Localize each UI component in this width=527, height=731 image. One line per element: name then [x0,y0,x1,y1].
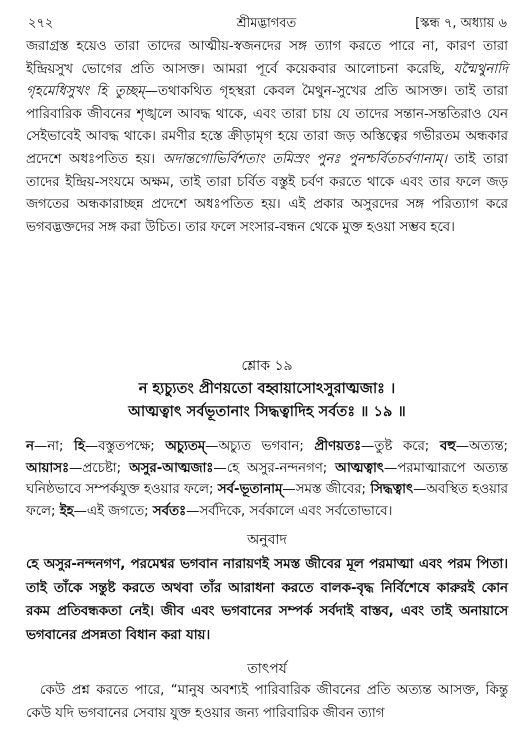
intro-text-a: জরাগ্রস্ত হয়েও তারা তাদের আত্মীয়-স্বজনদের সঙ্গ ত্যাগ করতে পারে না, কারণ তারা ইন্দ্রিয়সুখ ভোগের প্রতি আসক্ত। আমরা পূর্বে কয়েকবার আলোচনা করেছি, [26,39,508,77]
intro-quote-1: যন্মৈথুনাদি গৃহমেধিসুখং হি তুচ্ছম্ [26,61,508,100]
synonym-meaning: প্রচেষ্টা; [82,460,130,476]
synonym-meaning: তুষ্ট করে; [374,439,440,454]
synonym-meaning: অবস্থিত হওয়ার ফলে; [26,482,508,519]
sloka-line-1: ন হ্যচ্যুতং প্রীণয়তো বহ্বায়াসোঽসুরাত্মজাঃ । [138,380,396,397]
synonym-meaning: অত্যন্ত; [469,439,508,454]
page-number: ২৭২ [28,16,54,31]
synonym-meaning: এই জগতে; [86,503,153,519]
sloka-line-2: আত্মত্বাৎ সর্বভূতানাং সিদ্ধত্বাদিহ সর্বতঃ ॥ ১৯ ॥ [128,403,406,420]
intro-paragraph [26,36,508,239]
synonym-meaning: বস্তুতপক্ষে; [98,439,166,454]
synonym-word: অচ্যুতম্ [165,439,206,454]
synonym-dash: — [186,503,200,519]
book-title: শ্রীমদ্ভাগবত [236,16,297,31]
synonym-word: সর্বতঃ [152,503,187,519]
synonym-meaning: পরমাত্মারূপে অত্যন্ত ঘনিষ্ঠভাবে সম্পর্কযুক্ত হওয়ার ফলে; [26,460,508,498]
synonym-dash: — [69,460,83,476]
synonym-dash: — [383,460,398,476]
synonym-dash: — [33,439,48,454]
synonym-dash: — [73,503,87,519]
purport-text: কেউ প্রশ্ন করতে পারে, “মানুষ অবশ্যই পারিবারিক জীবনের প্রতি অত্যন্ত আসক্ত, কিন্তু কেউ যদি ভগবানের সেবায় যুক্ত হওয়ার জন্য পারিবারিক জীবন ত্যাগ [26,683,508,721]
synonym-word: প্রীণয়তঃ [314,439,362,454]
intro-quote-2: অদান্তগোভির্বিশতাং তমিস্রং পুনঃ পুনশ্চর্বিতচর্বণানাম্। [162,151,448,167]
synonyms-paragraph [26,436,508,522]
synonym-word: অসুর-আত্মজাঃ [129,460,214,476]
synonym-dash: — [213,460,227,476]
synonym-word: সর্ব-ভূতানাম্ [217,482,283,498]
translation-title: অনুবাদ [247,532,287,548]
intro-text-c: তাই তারা তাদের ইন্দ্রিয়-সংযমে অক্ষম, তাই তারা চর্বিত বস্তুই চর্বণ করতে থাকে এবং তার ফলে জড় জগতের অন্ধকারাচ্ছন্ন প্রদেশে অধঃপতিত হয়। এই প্রকার অসুরদের সঙ্গ পরিত্যাগ করে ভগবদ্ভক্তদের সঙ্গ করা উচিত। তার ফলে সংসার-বন্ধন থেকে মুক্ত হওয়া সম্ভব হবে। [26,151,508,235]
sloka-title: শ্লোক ১৯ [241,358,293,374]
synonym-word: ইহ [59,503,74,519]
page-header [26,12,507,34]
synonym-word: সিদ্ধত্বাৎ [370,482,414,498]
synonym-meaning: না; [47,439,75,454]
synonym-word: আত্মত্বাৎ [335,460,384,476]
synonym-dash: — [413,482,427,498]
synonym-word: ন [26,439,34,454]
purport-title: তাৎপর্য [247,661,287,677]
synonym-dash: — [205,439,219,454]
synonym-dash: — [361,439,375,454]
section-reference: [স্কন্ধ ৭, অধ্যায় ৬ [415,16,507,31]
synonym-word: আয়াসঃ [26,460,70,476]
synonym-meaning: হে অসুর-নন্দনগণ; [226,460,336,476]
synonym-word: হি [74,439,85,454]
synonym-word: বহু [439,439,456,454]
synonym-dash: — [455,439,469,454]
synonym-meaning: সমস্ত জীবের; [295,482,371,498]
synonym-dash: — [282,482,296,498]
intro-text-b: —তথাকথিত গৃহস্থরা কেবল মৈথুন-সুখের প্রতি আসক্ত। তাই তারা পারিবারিক জীবনের শৃঙ্খলে আবদ্ধ থাকে, এবং তারা চায় যে তাদের সন্তান-সন্ততিরাও যেন সেইভাবেই আবদ্ধ থাকে। রমণীর হস্তে ক্রীড়ামৃগ হয়ে তারা জড় অস্তিত্বের গভীরতম অন্ধকার প্রদেশে অধঃপতিত হয়। [26,84,508,167]
synonym-meaning: অচ্যুত ভগবান; [218,439,315,454]
synonym-dash: — [84,439,99,454]
translation-text: হে অসুর-নন্দনগণ, পরমেশ্বর ভগবান নারায়ণই সমস্ত জীবের মূল পরমাত্মা এবং পরম পিতা। তাই তাঁকে সন্তুষ্ট করতে অথবা তাঁর আরাধনা করতে বালক-বৃদ্ধ নির্বিশেষে কারুরই কোন রকম প্রতিবন্ধকতা নেই। জীব এবং ভগবানের সম্পর্ক সর্বদাই বাস্তব, এবং তাই অনায়াসে ভগবানের প্রসন্নতা বিধান করা যায়। [26,557,508,643]
synonym-meaning: সর্বদিকে, সর্বকালে এবং সর্বতোভাবে। [199,503,393,519]
